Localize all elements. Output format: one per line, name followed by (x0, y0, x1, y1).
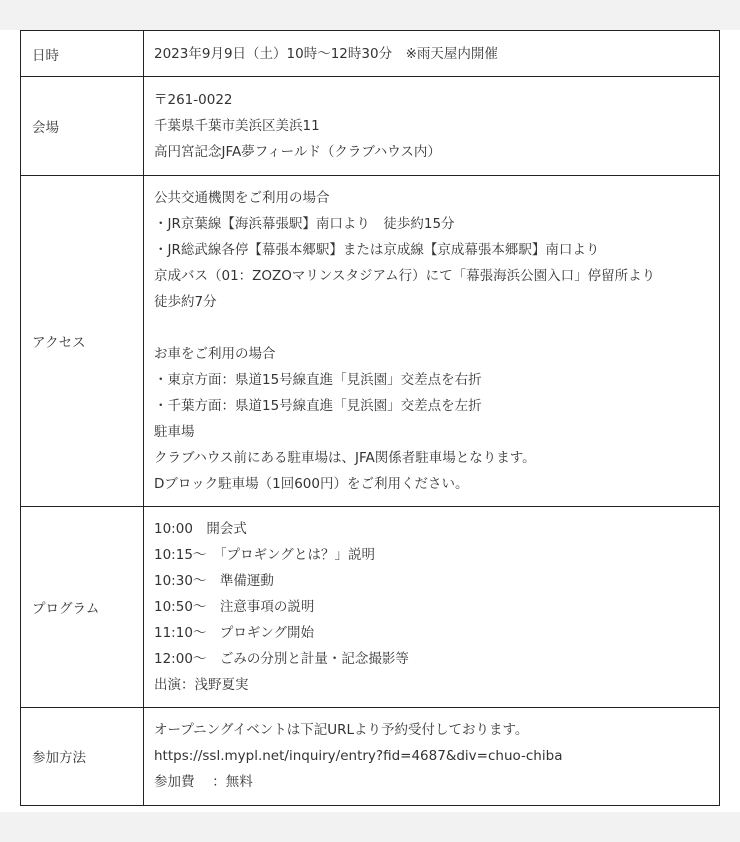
row-label-datetime: 日時 (21, 31, 144, 77)
access-blank-line (154, 315, 713, 341)
access-line: ・JR総武線各停【幕張本郷駅】または京成線【京成幕張本郷駅】南口より (154, 242, 600, 258)
access-line: ・千葉方面：県道15号線直進「見浜園」交差点を左折 (154, 398, 482, 414)
datetime-line: 2023年9月9日（土）10時〜12時30分 ※雨天屋内開催 (154, 45, 498, 62)
row-access (21, 176, 720, 507)
access-line: お車をご利用の場合 (154, 346, 276, 362)
row-label-program: プログラム (21, 507, 144, 708)
venue-address: 千葉県千葉市美浜区美浜11 (154, 118, 320, 134)
row-label-access: アクセス (21, 176, 144, 507)
program-item: 11:10〜 プロギング開始 (154, 625, 314, 641)
row-value-program (144, 507, 720, 708)
access-line: Dブロック駐車場（1回600円）をご利用ください。 (154, 476, 469, 492)
row-join (21, 708, 720, 806)
venue-name: 高円宮記念JFA夢フィールド（クラブハウス内） (154, 144, 441, 160)
access-line: ・東京方面：県道15号線直進「見浜園」交差点を右折 (154, 372, 482, 388)
program-item: 10:00 開会式 (154, 521, 247, 537)
row-label-join: 参加方法 (21, 708, 144, 806)
join-url: https://ssl.mypl.net/inquiry/entry?fid=4687&div=chuo-chiba (154, 748, 563, 764)
join-description: オープニングイベントは下記URLより予約受付しております。 (154, 722, 529, 738)
row-datetime (21, 31, 720, 77)
row-value-join (144, 708, 720, 806)
event-info-table (20, 30, 720, 806)
access-line: クラブハウス前にある駐車場は、JFA関係者駐車場となります。 (154, 450, 536, 466)
row-value-access (144, 176, 720, 507)
program-item: 12:00〜 ごみの分別と計量・記念撮影等 (154, 651, 409, 667)
access-line: 駐車場 (154, 424, 195, 440)
venue-postal-code: 〒261-0022 (154, 92, 233, 108)
row-value-datetime (144, 31, 720, 77)
row-program (21, 507, 720, 708)
row-label-venue: 会場 (21, 77, 144, 176)
access-line: 公共交通機関をご利用の場合 (154, 190, 330, 206)
access-line: 徒歩約7分 (154, 294, 217, 310)
row-value-venue (144, 77, 720, 176)
program-item: 10:30〜 準備運動 (154, 573, 274, 589)
event-info-sheet (0, 30, 740, 812)
access-line: 京成バス（01：ZOZOマリンスタジアム行）にて「幕張海浜公園入口」停留所より (154, 268, 656, 284)
access-line: ・JR京葉線【海浜幕張駅】南口より 徒歩約15分 (154, 216, 455, 232)
program-item: 10:50〜 注意事項の説明 (154, 599, 315, 615)
program-item: 10:15〜 「プロギングとは？」説明 (154, 547, 376, 563)
join-fee: 参加費 ：無料 (154, 774, 253, 790)
row-venue (21, 77, 720, 176)
program-performer: 出演：浅野夏実 (154, 677, 249, 693)
